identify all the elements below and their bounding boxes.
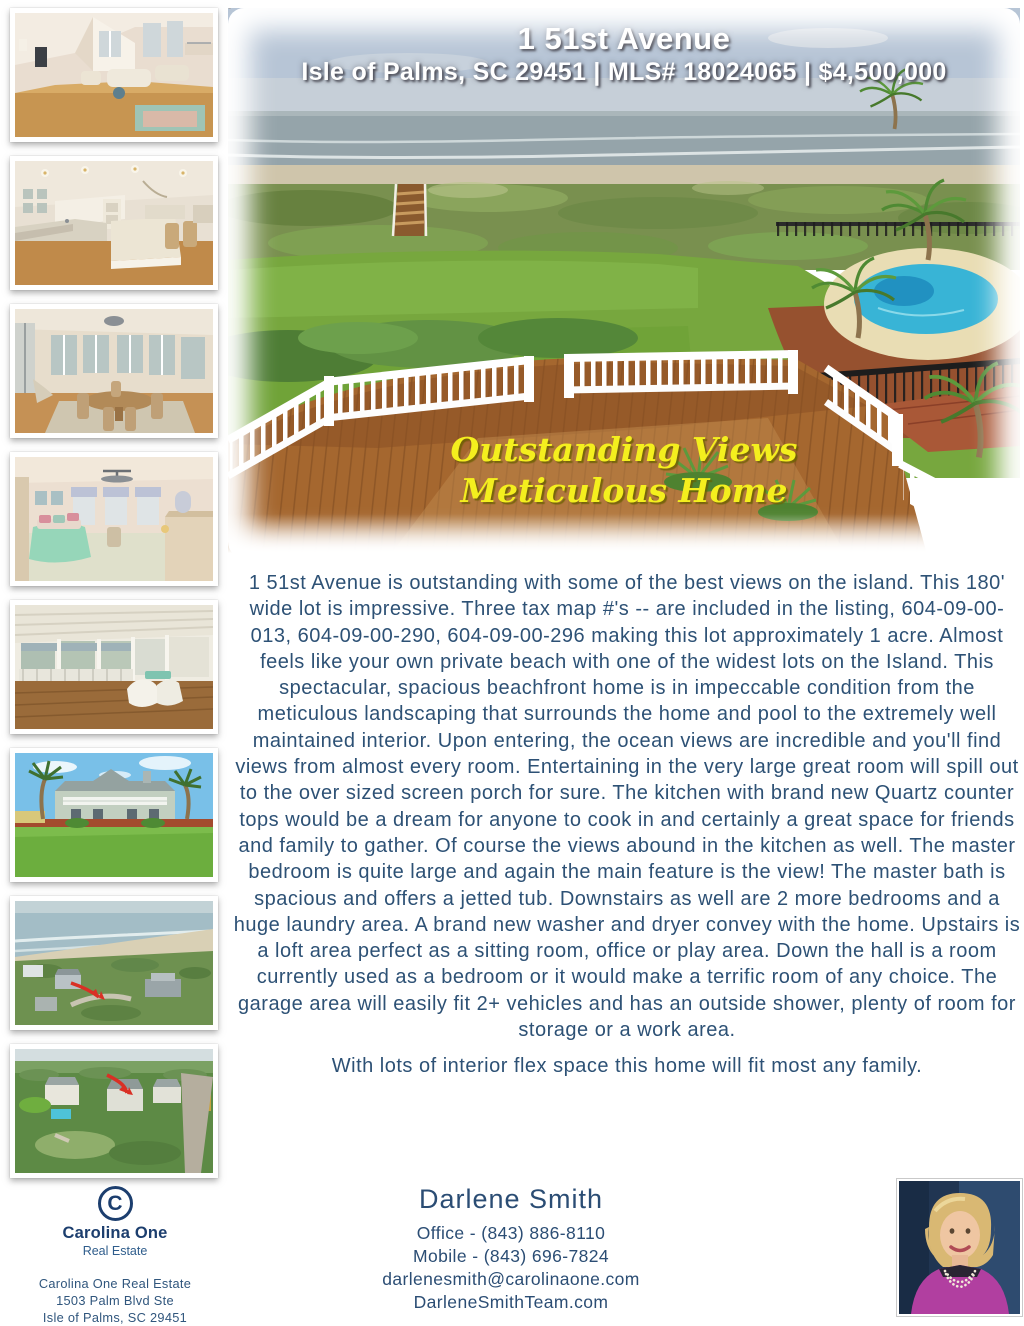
thumbnail-kitchen <box>10 156 218 290</box>
thumbnail-great-room <box>10 8 218 142</box>
address-line-1: Carolina One Real Estate <box>38 1276 192 1291</box>
kitchen-photo <box>15 161 213 285</box>
brokerage-address <box>38 1275 192 1326</box>
agent-contact-block <box>296 1184 726 1314</box>
agent-office-phone: Office - (843) 886-8110 <box>416 1223 606 1243</box>
brokerage-logo-block <box>38 1186 192 1326</box>
agent-headshot <box>896 1178 1023 1317</box>
aerial-neighborhood-photo <box>15 1049 213 1173</box>
agent-email: darlenesmith@carolinaone.com <box>382 1269 640 1289</box>
hero-slogan <box>228 429 1020 511</box>
beach-stairs-icon <box>393 184 426 236</box>
thumbnail-screened-porch <box>10 600 218 734</box>
description-paragraph-1: 1 51st Avenue is outstanding with some of the best views on the island. This 180' wide lot is impressive. Three tax map #'s -- are included in the listing, 604-09-00-013, 604-09-00-290, 604-09-00-296 making this lot approximately 1 acre. Almost feels like your own private beach with one of the widest lots on the Island. This spectacular, spacious beachfront home is in impeccable condition from the meticulous landscaping that surrounds the home and pool to the extremely well maintained interior. Upon entering, the ocean views are incredible and you'll find views from almost every room. Entertaining in the very large great room will spill out to the over sized screen porch for sure. The kitchen with brand new Quartz counter tops would be a dream for anyone to cook in and certainly a great space for friends and family to gather. Of course the views abound in the kitchen as well. The master bedroom is quite large and again the main feature is the view! The master bath is spacious and offers a jetted tub. Downstairs as well are 2 more bedrooms and a huge laundry area. A brand new washer and dryer convey with the home. Upstairs is a loft area perfect as a sitting room, office or play area. Down the hall is a room currently used as a bedroom or it would make a terrific room of any choice. The garage area will easily fit 2+ vehicles and has an outside shower, plenty of room for storage or a work area. <box>233 572 1021 1042</box>
thumbnail-house-exterior <box>10 748 218 882</box>
slogan-line-2: Meticulous Home <box>460 471 788 510</box>
great-room-photo <box>15 13 213 137</box>
carolina-one-logo-icon: C <box>98 1186 133 1221</box>
thumbnail-dining-room <box>10 304 218 438</box>
brokerage-tagline: Real Estate <box>82 1244 148 1258</box>
listing-address-title: 1 51st Avenue <box>517 21 731 56</box>
address-line-3: Isle of Palms, SC 29451 <box>42 1310 188 1325</box>
aerial-beach-photo <box>15 901 213 1025</box>
thumbnail-aerial-neighborhood <box>10 1044 218 1178</box>
thumbnail-aerial-beach <box>10 896 218 1030</box>
thumbnail-master-bedroom <box>10 452 218 586</box>
agent-portrait-graphic <box>899 1181 1020 1314</box>
hero-photo <box>228 8 1020 558</box>
brokerage-name: Carolina One <box>62 1224 168 1242</box>
property-description <box>232 570 1022 1090</box>
master-bedroom-photo <box>15 457 213 581</box>
description-paragraph-2: With lots of interior flex space this home will fit most any family. <box>331 1055 923 1078</box>
agent-name: Darlene Smith <box>418 1184 604 1214</box>
hero-title-block <box>228 21 1020 88</box>
agent-website: DarleneSmithTeam.com <box>413 1292 609 1312</box>
screened-porch-photo <box>15 605 213 729</box>
house-exterior-photo <box>15 753 213 877</box>
agent-mobile-phone: Mobile - (843) 696-7824 <box>413 1246 609 1266</box>
listing-subtitle: Isle of Palms, SC 29451 | MLS# 18024065 | $4,500,000 <box>301 58 947 86</box>
slogan-line-1: Outstanding Views <box>450 430 798 469</box>
dining-room-photo <box>15 309 213 433</box>
address-line-2: 1503 Palm Blvd Ste <box>56 1293 174 1308</box>
